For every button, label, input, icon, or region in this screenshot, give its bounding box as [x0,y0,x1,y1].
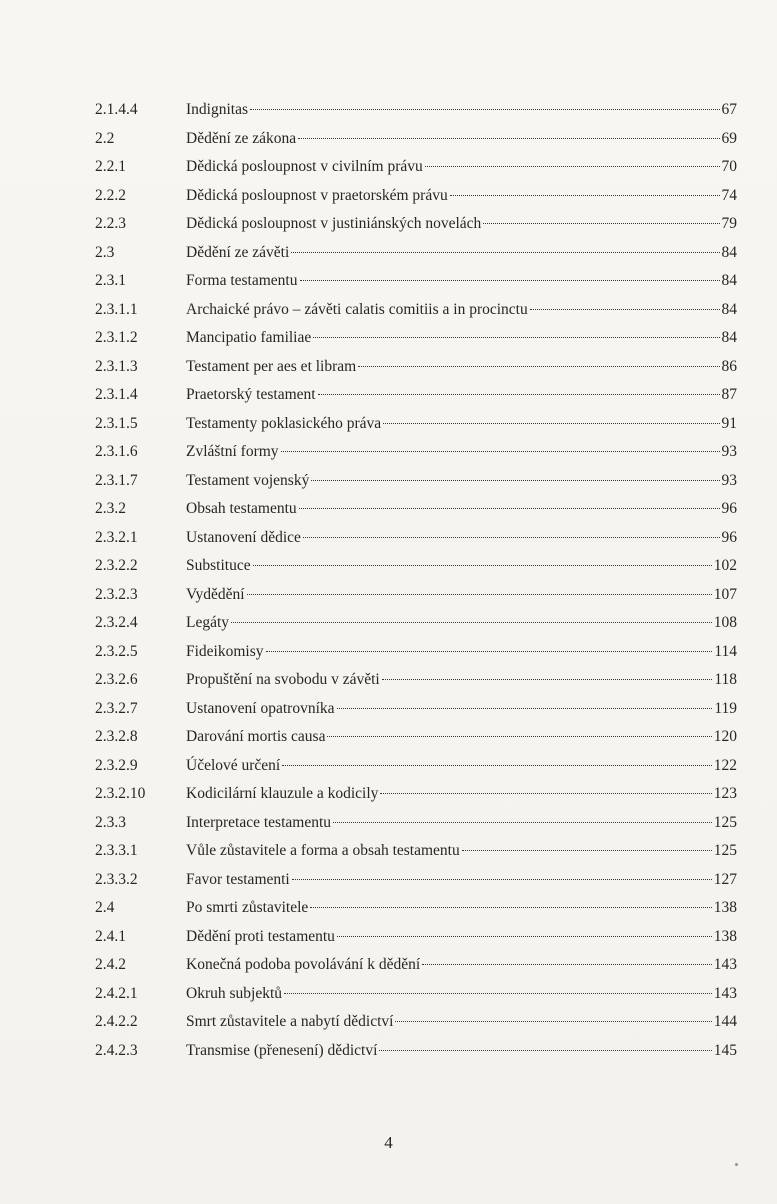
toc-entry-title: Okruh subjektů [186,984,283,1002]
toc-entry-title: Fideikomisy [186,642,264,660]
toc-entry-number: 2.3.1.1 [95,300,138,318]
toc-entry-number: 2.4.2 [95,956,126,973]
toc-entry-page: 93 [721,443,737,460]
toc-entry [95,980,737,1009]
toc-entry-number: 2.4 [95,899,115,916]
toc-entry-page: 67 [721,101,737,118]
toc-entry-page: 143 [713,984,737,1002]
toc-entry [95,923,737,952]
toc-entry-number: 2.4.2.2 [95,1013,138,1030]
toc-entry-number: 2.3.2.5 [95,642,138,660]
toc-dot-leader [266,651,713,652]
toc-entry-number: 2.2.1 [95,158,126,175]
toc-entry-title: Interpretace testamentu [186,813,332,831]
toc-entry-page: 84 [721,300,737,318]
toc-entry [95,552,737,581]
toc-entry-title: Testament per aes et libram [186,357,357,375]
toc-entry-number: 2.3.3 [95,813,126,831]
toc-entry-page: 91 [721,414,737,432]
toc-entry-page: 138 [713,899,737,916]
toc-entry-number: 2.2 [95,129,115,147]
toc-entry-page: 84 [721,329,737,346]
toc-entry [95,96,737,125]
toc-entry [95,524,737,553]
toc-entry-page: 144 [713,1013,737,1030]
toc-dot-leader [327,736,711,737]
toc-entry [95,239,737,268]
toc-dot-leader [281,451,720,452]
toc-entry-page: 87 [721,386,737,403]
toc-entry-number: 2.3.2.8 [95,728,138,745]
toc-entry-page: 122 [713,756,737,774]
toc-entry-title: Ustanovení opatrovníka [186,699,335,717]
toc-entry-page: 84 [721,243,737,261]
toc-dot-leader [383,423,719,424]
toc-dot-leader [310,907,711,908]
toc-entry-number: 2.3.2.2 [95,557,138,574]
toc-entry [95,438,737,467]
toc-entry-number: 2.3.2.9 [95,756,138,774]
toc-entry-number: 2.3.2.1 [95,528,138,546]
toc-dot-leader [300,280,720,281]
toc-entry-number: 2.3.1 [95,272,126,289]
toc-entry-title: Mancipatio familiae [186,329,312,346]
toc-entry-number: 2.3.1.6 [95,443,138,460]
toc-entry-title: Legáty [186,614,230,631]
toc-entry-page: 125 [713,842,737,859]
toc-dot-leader [462,850,712,851]
toc-entry [95,638,737,667]
toc-entry-page: 96 [721,528,737,546]
page-number: 4 [384,1133,393,1152]
toc-entry-title: Obsah testamentu [186,500,297,517]
toc-dot-leader [282,765,712,766]
toc-entry-title: Praetorský testament [186,386,316,403]
toc-dot-leader [284,993,712,994]
toc-entry-title: Forma testamentu [186,272,298,289]
toc-entry-title: Favor testamenti [186,870,290,888]
paper-speck [735,1163,738,1166]
toc-entry-number: 2.3.3.2 [95,870,138,888]
toc-dot-leader [379,1050,711,1051]
toc-dot-leader [395,1021,711,1022]
toc-dot-leader [303,537,720,538]
table-of-contents [95,96,737,1065]
toc-entry-title: Po smrti zůstavitele [186,899,309,916]
toc-dot-leader [311,480,719,481]
toc-entry-title: Kodicilární klauzule a kodicily [186,785,379,802]
toc-entry-page: 127 [713,870,737,888]
toc-dot-leader [253,565,712,566]
toc-entry-title: Ustanovení dědice [186,528,301,546]
toc-entry-title: Substituce [186,557,251,574]
toc-entry [95,1037,737,1066]
toc-entry-number: 2.1.4.4 [95,101,138,118]
toc-entry [95,609,737,638]
toc-entry-page: 119 [714,699,737,717]
toc-entry-page: 69 [721,129,737,147]
toc-dot-leader [425,166,720,167]
toc-entry-number: 2.4.2.1 [95,984,138,1002]
toc-entry-title: Transmise (přenesení) dědictví [186,1041,378,1059]
toc-entry-title: Dědická posloupnost v justiniánských novelách [186,215,482,232]
toc-entry [95,723,737,752]
toc-entry [95,866,737,895]
toc-entry-page: 102 [713,557,737,574]
toc-dot-leader [318,394,720,395]
toc-entry-title: Dědická posloupnost v praetorském právu [186,186,448,204]
toc-entry-page: 84 [721,272,737,289]
toc-dot-leader [247,594,712,595]
toc-entry-page: 74 [721,186,737,204]
toc-entry-number: 2.3.1.5 [95,414,138,432]
toc-entry-title: Dědění proti testamentu [186,927,335,945]
toc-entry [95,182,737,211]
toc-dot-leader [337,936,712,937]
toc-entry-number: 2.3.1.2 [95,329,138,346]
toc-dot-leader [333,822,712,823]
toc-entry-number: 2.4.2.3 [95,1041,138,1059]
toc-dot-leader [380,793,711,794]
toc-entry-title: Testamenty poklasického práva [186,414,382,432]
toc-entry-number: 2.3.2.7 [95,699,138,717]
toc-dot-leader [422,964,712,965]
toc-entry-number: 2.3.1.3 [95,357,138,375]
toc-entry [95,581,737,610]
toc-dot-leader [483,223,719,224]
toc-entry [95,296,737,325]
toc-entry-title: Účelové určení [186,756,281,774]
toc-entry-page: 125 [713,813,737,831]
toc-entry [95,467,737,496]
toc-entry [95,495,737,524]
toc-entry-number: 2.4.1 [95,927,126,945]
toc-dot-leader [250,109,720,110]
toc-entry-page: 143 [713,956,737,973]
toc-entry-page: 114 [714,642,737,660]
toc-entry [95,125,737,154]
toc-entry-page: 118 [714,671,737,688]
toc-dot-leader [291,252,719,253]
toc-entry-title: Propuštění na svobodu v závěti [186,671,380,688]
toc-entry-number: 2.3.2 [95,500,126,517]
toc-entry [95,837,737,866]
toc-entry-number: 2.3.2.6 [95,671,138,688]
toc-entry [95,894,737,923]
toc-entry-title: Zvláštní formy [186,443,279,460]
toc-entry-number: 2.3.2.4 [95,614,138,631]
toc-dot-leader [299,508,720,509]
toc-dot-leader [292,879,712,880]
toc-dot-leader [382,679,713,680]
toc-entry-page: 123 [713,785,737,802]
toc-entry [95,381,737,410]
toc-entry-number: 2.3.2.10 [95,785,146,802]
toc-entry-page: 93 [721,471,737,489]
toc-entry-title: Indignitas [186,101,248,118]
toc-entry [95,780,737,809]
toc-entry [95,666,737,695]
toc-entry-title: Dědění ze zákona [186,129,297,147]
toc-dot-leader [298,138,719,139]
toc-entry-title: Dědická posloupnost v civilním právu [186,158,423,175]
toc-entry-number: 2.3.2.3 [95,585,138,603]
toc-entry [95,752,737,781]
toc-entry [95,353,737,382]
toc-entry-page: 138 [713,927,737,945]
toc-entry-number: 2.3 [95,243,115,261]
toc-entry-title: Smrt zůstavitele a nabytí dědictví [186,1013,394,1030]
toc-entry-number: 2.2.2 [95,186,126,204]
toc-entry-title: Archaické právo – závěti calatis comitiis a in procinctu [186,300,528,318]
toc-entry [95,951,737,980]
toc-entry [95,1008,737,1037]
toc-entry [95,410,737,439]
toc-entry-page: 96 [721,500,737,517]
toc-entry [95,695,737,724]
toc-dot-leader [231,622,712,623]
toc-entry-number: 2.3.1.7 [95,471,138,489]
toc-dot-leader [337,708,713,709]
toc-entry-page: 79 [721,215,737,232]
toc-entry [95,324,737,353]
toc-entry-page: 107 [713,585,737,603]
toc-entry-title: Testament vojenský [186,471,310,489]
toc-entry-page: 145 [713,1041,737,1059]
toc-entry [95,210,737,239]
toc-dot-leader [313,337,719,338]
toc-entry-title: Vydědění [186,585,245,603]
toc-entry [95,153,737,182]
toc-entry-title: Dědění ze závěti [186,243,290,261]
toc-entry-number: 2.3.1.4 [95,386,138,403]
toc-entry [95,267,737,296]
toc-entry-page: 120 [713,728,737,745]
toc-entry-title: Darování mortis causa [186,728,326,745]
toc-entry [95,809,737,838]
toc-dot-leader [530,309,720,310]
toc-entry-number: 2.3.3.1 [95,842,138,859]
toc-entry-title: Konečná podoba povolávání k dědění [186,956,421,973]
toc-entry-page: 70 [721,158,737,175]
toc-entry-page: 86 [721,357,737,375]
toc-entry-page: 108 [713,614,737,631]
toc-entry-title: Vůle zůstavitele a forma a obsah testamentu [186,842,460,859]
toc-dot-leader [450,195,720,196]
toc-entry-number: 2.2.3 [95,215,126,232]
toc-dot-leader [358,366,719,367]
